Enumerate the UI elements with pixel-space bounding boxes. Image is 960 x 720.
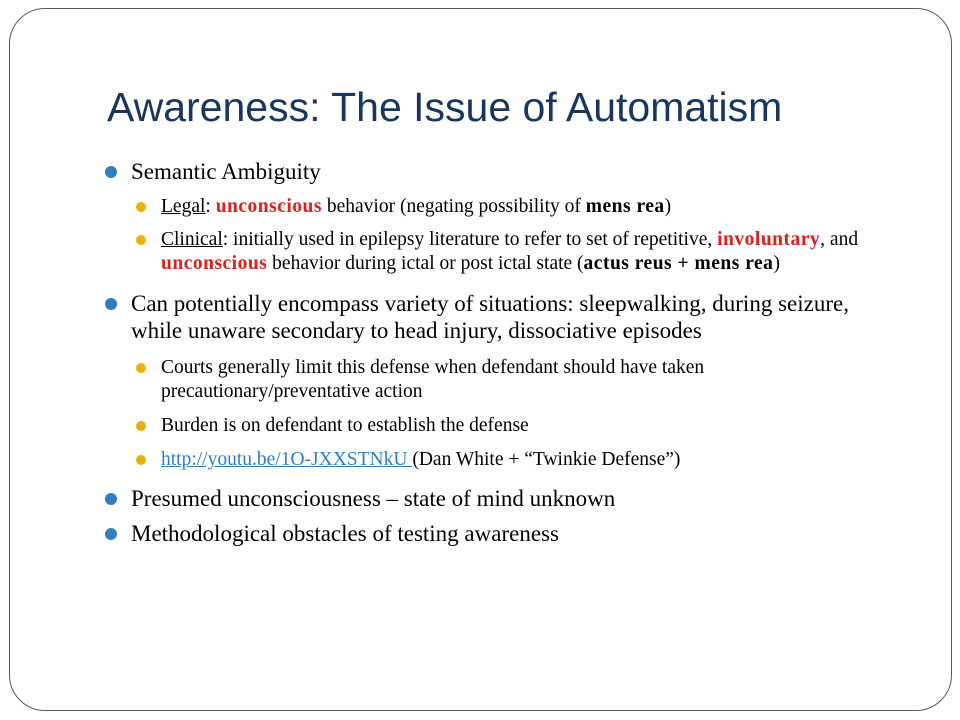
bullet-semantic-ambiguity bbox=[105, 158, 905, 185]
legal-emphasis: unconscious bbox=[215, 196, 322, 217]
legal-colon: : bbox=[205, 196, 216, 217]
bullet-presumed-unconsciousness bbox=[105, 485, 905, 512]
bullet-burden bbox=[136, 414, 905, 438]
legal-label: Legal bbox=[161, 196, 206, 217]
bullet-dot-icon bbox=[136, 235, 146, 245]
bullet-text: Burden is on defendant to establish the defense bbox=[161, 415, 529, 436]
youtube-link[interactable]: http://youtu.be/1O-JXXSTNkU bbox=[161, 449, 413, 470]
clinical-text-2: , and bbox=[820, 229, 859, 250]
clinical-text-3: behavior during ictal or post ictal state ( bbox=[267, 253, 584, 274]
bullet-text: Semantic Ambiguity bbox=[131, 159, 321, 184]
bullet-dot-icon bbox=[105, 298, 117, 310]
legal-bold: mens rea bbox=[585, 196, 665, 217]
link-description: (Dan White + “Twinkie Defense”) bbox=[412, 449, 681, 470]
bullet-text: Methodological obstacles of testing awareness bbox=[131, 521, 559, 546]
clinical-label: Clinical bbox=[161, 229, 223, 250]
bullet-dot-icon bbox=[105, 528, 117, 540]
bullet-courts bbox=[136, 356, 905, 404]
bullet-dot-icon bbox=[136, 363, 146, 373]
legal-text: behavior (negating possibility of bbox=[321, 196, 586, 217]
bullet-dot-icon bbox=[136, 455, 146, 465]
clinical-text-4: ) bbox=[773, 253, 780, 274]
bullet-dot-icon bbox=[105, 493, 117, 505]
slide-title: Awareness: The Issue of Automatism bbox=[107, 84, 783, 130]
legal-end: ) bbox=[664, 196, 672, 217]
bullet-video-link bbox=[136, 448, 905, 472]
bullet-dot-icon bbox=[136, 421, 146, 431]
slide-content bbox=[105, 158, 905, 547]
bullet-legal bbox=[136, 195, 905, 219]
clinical-text-1: : initially used in epilepsy literature to refer to set of repetitive, bbox=[222, 229, 718, 250]
clinical-bold: actus reus + mens rea bbox=[583, 253, 774, 274]
clinical-emphasis-involuntary: involuntary bbox=[717, 229, 821, 250]
bullet-clinical bbox=[136, 228, 905, 276]
bullet-situations bbox=[105, 290, 905, 344]
bullet-dot-icon bbox=[105, 166, 117, 178]
clinical-emphasis-unconscious: unconscious bbox=[161, 253, 268, 274]
bullet-text: Can potentially encompass variety of situations: sleepwalking, during seizure, while unaware secondary to head injury, dissociative episodes bbox=[131, 291, 849, 343]
bullet-text: Courts generally limit this defense when defendant should have taken precautionary/preventative action bbox=[161, 357, 705, 402]
bullet-methodological-obstacles bbox=[105, 520, 905, 547]
bullet-dot-icon bbox=[136, 202, 146, 212]
bullet-text: Presumed unconsciousness – state of mind unknown bbox=[131, 486, 616, 511]
